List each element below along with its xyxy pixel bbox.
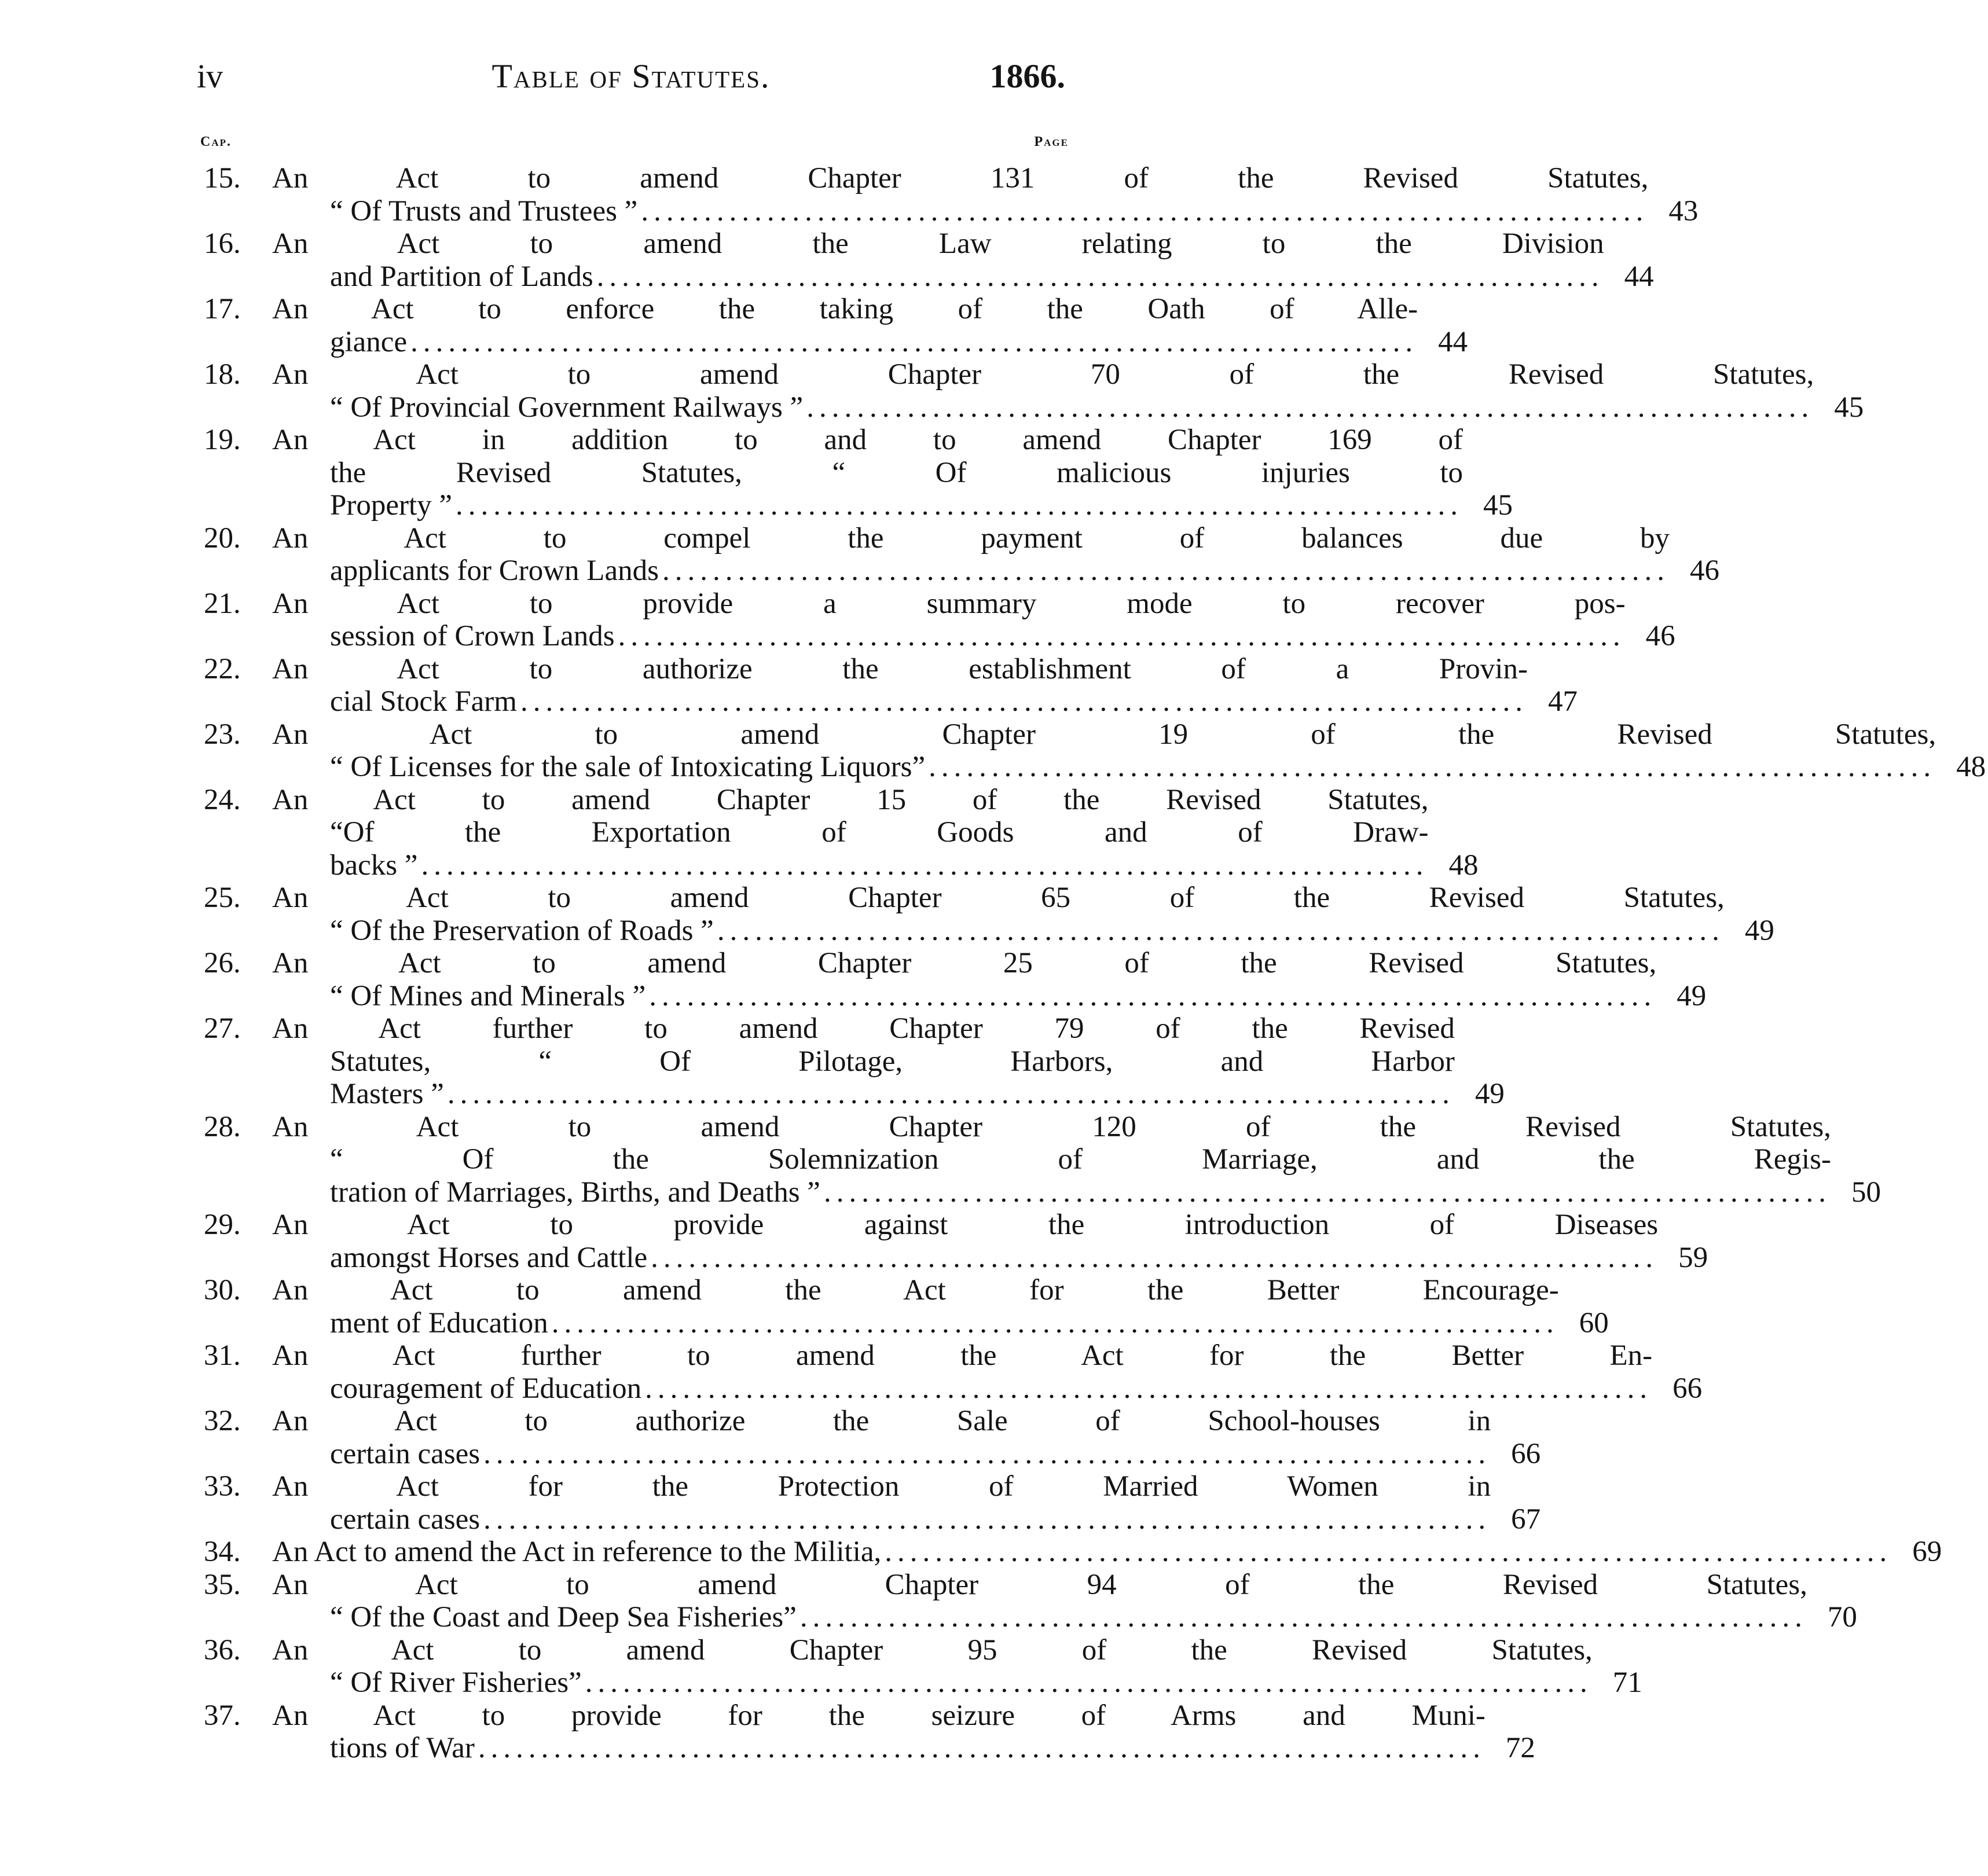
page-reference: 59 bbox=[1678, 1241, 1708, 1274]
dot-leader: ................................................................................ bbox=[651, 1241, 1659, 1274]
statute-title-line: An Act to amend Chapter 94 of the Revised Statutes, bbox=[272, 1568, 1807, 1601]
page-reference: 49 bbox=[1475, 1078, 1505, 1110]
statute-title bbox=[272, 1470, 1491, 1536]
statute-title-text: certain cases bbox=[330, 1437, 481, 1470]
chapter-number: 28. bbox=[204, 1110, 241, 1143]
page-reference: 46 bbox=[1645, 620, 1675, 652]
statute-entry bbox=[197, 783, 1479, 882]
statute-title bbox=[272, 1405, 1491, 1470]
dot-leader: ................................................................................ bbox=[823, 1176, 1831, 1209]
chapter-number: 24. bbox=[204, 783, 241, 816]
statute-title-line bbox=[272, 555, 1670, 588]
statute-title-line bbox=[272, 1176, 1831, 1209]
statute-entry bbox=[197, 1699, 1535, 1765]
statute-title bbox=[272, 588, 1626, 653]
statute-title bbox=[272, 882, 1725, 947]
statute-entry bbox=[197, 293, 1468, 358]
statute-entry bbox=[197, 424, 1513, 522]
statute-title-line: “Of the Exportation of Goods and of Draw- bbox=[330, 816, 1429, 849]
dot-leader: ................................................................................ bbox=[645, 1372, 1653, 1405]
chapter-number: 37. bbox=[204, 1699, 241, 1732]
chapter-number: 18. bbox=[204, 358, 241, 391]
dot-leader: ................................................................................ bbox=[421, 849, 1429, 882]
page-reference: 44 bbox=[1624, 260, 1654, 293]
column-headings bbox=[200, 134, 1069, 155]
statute-title-text: “ Of the Preservation of Roads ” bbox=[330, 914, 714, 947]
dot-leader: ................................................................................ bbox=[662, 555, 1670, 587]
statute-title-line: “ Of the Solemnization of Marriage, and the Regis- bbox=[330, 1143, 1831, 1176]
statute-entry bbox=[197, 358, 1864, 424]
page-reference: 47 bbox=[1547, 685, 1578, 718]
dot-leader: ................................................................................ bbox=[929, 751, 1936, 783]
chapter-number: 29. bbox=[204, 1209, 241, 1241]
statute-title bbox=[272, 718, 1936, 784]
page-reference: 70 bbox=[1827, 1601, 1857, 1633]
statute-title-line bbox=[272, 1503, 1491, 1536]
statute-entry bbox=[197, 227, 1654, 293]
statute-title-line bbox=[272, 620, 1626, 653]
statute-title-line bbox=[272, 915, 1725, 948]
statute-title-line: An Act to amend Chapter 65 of the Revised Statutes, bbox=[272, 882, 1725, 914]
statute-title-line bbox=[272, 1242, 1658, 1275]
statute-title-line: An Act to amend Chapter 19 of the Revised Statutes, bbox=[272, 718, 1936, 751]
statute-entry bbox=[197, 162, 1699, 227]
statute-title-line bbox=[272, 980, 1656, 1013]
page-reference: 66 bbox=[1511, 1437, 1541, 1470]
statute-title-line: An Act to amend Chapter 15 of the Revised Statutes, bbox=[272, 783, 1429, 816]
page-heading: Page bbox=[1034, 134, 1069, 149]
chapter-number: 30. bbox=[204, 1274, 241, 1306]
statute-title-text: “ Of Trusts and Trustees ” bbox=[330, 194, 638, 227]
statute-entry bbox=[197, 718, 1986, 784]
page-number: iv bbox=[197, 57, 223, 95]
statute-title bbox=[272, 1339, 1652, 1405]
page-reference: 50 bbox=[1851, 1176, 1881, 1209]
statute-title-text: tions of War bbox=[330, 1732, 475, 1764]
statute-title-line: Statutes, “ Of Pilotage, Harbors, and Harbor bbox=[330, 1045, 1455, 1078]
dot-leader: ................................................................................ bbox=[618, 620, 1626, 652]
statute-title-line bbox=[272, 1732, 1486, 1765]
statute-title bbox=[272, 1634, 1593, 1699]
dot-leader: ................................................................................ bbox=[410, 325, 1418, 358]
statute-title-line: An Act to authorize the Sale of School-houses in bbox=[272, 1405, 1491, 1437]
statute-title-line bbox=[272, 326, 1418, 359]
dot-leader: ................................................................................ bbox=[483, 1437, 1491, 1470]
dot-leader: ................................................................................ bbox=[717, 914, 1725, 947]
statute-entry bbox=[197, 947, 1707, 1012]
statute-title-line: An Act to provide a summary mode to recover pos- bbox=[272, 587, 1626, 620]
statute-title-text: “ Of Licenses for the sale of Intoxicating Liquors” bbox=[330, 751, 926, 783]
statute-title bbox=[272, 653, 1528, 718]
statute-title-line bbox=[272, 1078, 1455, 1111]
statute-entry bbox=[197, 587, 1675, 653]
chapter-number: 27. bbox=[204, 1012, 241, 1045]
statute-title-line bbox=[272, 685, 1528, 718]
page-reference: 49 bbox=[1677, 979, 1707, 1012]
statute-title-line: An Act further to amend Chapter 79 of the Revised bbox=[272, 1012, 1455, 1045]
statute-title-line bbox=[272, 1438, 1491, 1471]
dot-leader: ................................................................................ bbox=[478, 1732, 1486, 1764]
page-reference: 44 bbox=[1438, 325, 1468, 358]
statute-title-line bbox=[272, 751, 1936, 784]
chapter-number: 33. bbox=[204, 1470, 241, 1503]
statute-title-text: “ Of Mines and Minerals ” bbox=[330, 979, 646, 1012]
chapter-number: 15. bbox=[204, 162, 241, 194]
page-reference: 45 bbox=[1483, 489, 1513, 522]
page-reference: 48 bbox=[1448, 849, 1479, 882]
statute-title-line: An Act to amend Chapter 131 of the Revised Statutes, bbox=[272, 162, 1649, 194]
chapter-number: 23. bbox=[204, 718, 241, 751]
statute-title-line: An Act to authorize the establishment of a Provin- bbox=[272, 652, 1528, 685]
statute-title-line bbox=[272, 1601, 1807, 1634]
statute-title bbox=[272, 522, 1670, 588]
statute-entry bbox=[197, 1209, 1708, 1274]
chapter-number: 21. bbox=[204, 587, 241, 620]
statute-entry bbox=[197, 1470, 1541, 1536]
statute-entry bbox=[197, 1633, 1642, 1699]
statute-title bbox=[272, 358, 1814, 424]
dot-leader: ................................................................................ bbox=[456, 489, 1464, 522]
statute-entry bbox=[197, 522, 1719, 588]
statute-title-line: An Act to provide for the seizure of Arms and Muni- bbox=[272, 1699, 1486, 1732]
statute-title-line bbox=[272, 489, 1463, 522]
statute-title-line bbox=[272, 391, 1814, 424]
statute-entry bbox=[197, 1405, 1541, 1470]
chapter-number: 16. bbox=[204, 227, 241, 260]
page-reference: 49 bbox=[1744, 914, 1774, 947]
statute-title-line bbox=[272, 195, 1648, 228]
chapter-number: 36. bbox=[204, 1633, 241, 1666]
statute-title-text: amongst Horses and Cattle bbox=[330, 1241, 648, 1274]
statute-title-line: An Act in addition to and to amend Chapter 169 of bbox=[272, 424, 1464, 456]
statute-title-line bbox=[272, 1536, 1892, 1569]
statute-title-line: An Act to amend Chapter 95 of the Revised Statutes, bbox=[272, 1633, 1593, 1666]
page-reference: 66 bbox=[1672, 1372, 1703, 1405]
statute-entry bbox=[197, 1274, 1609, 1339]
statute-title-line: An Act to amend Chapter 120 of the Revised Statutes, bbox=[272, 1110, 1831, 1143]
chapter-number: 26. bbox=[204, 947, 241, 979]
statute-title-line bbox=[272, 849, 1429, 882]
statute-title-line: the Revised Statutes, “ Of malicious injuries to bbox=[330, 456, 1464, 489]
statute-entry bbox=[197, 652, 1578, 718]
statute-title bbox=[272, 1569, 1807, 1634]
statute-title bbox=[272, 227, 1604, 293]
dot-leader: ................................................................................ bbox=[799, 1601, 1807, 1633]
statute-title bbox=[272, 947, 1656, 1012]
statute-title bbox=[272, 1274, 1559, 1339]
statute-title-line: An Act further to amend the Act for the Better En- bbox=[272, 1339, 1653, 1372]
statute-entry bbox=[197, 1339, 1703, 1405]
statute-title-text: tration of Marriages, Births, and Deaths ” bbox=[330, 1176, 820, 1209]
dot-leader: ................................................................................ bbox=[585, 1666, 1593, 1699]
cap-heading: Cap. bbox=[200, 134, 232, 149]
statute-title-text: “ Of River Fisheries” bbox=[330, 1666, 582, 1699]
chapter-number: 22. bbox=[204, 652, 241, 685]
statute-list bbox=[197, 162, 1986, 1765]
statute-title-text: Masters ” bbox=[330, 1078, 444, 1110]
page-title: Table of Statutes. bbox=[492, 57, 771, 95]
chapter-number: 34. bbox=[204, 1536, 241, 1568]
statute-title-text: couragement of Education bbox=[330, 1372, 642, 1405]
chapter-number: 25. bbox=[204, 882, 241, 914]
statute-title-text: backs ” bbox=[330, 849, 418, 882]
chapter-number: 32. bbox=[204, 1405, 241, 1437]
dot-leader: ................................................................................ bbox=[483, 1503, 1491, 1536]
statute-title-line: An Act for the Protection of Married Women in bbox=[272, 1470, 1491, 1503]
statute-title-text: “ Of the Coast and Deep Sea Fisheries” bbox=[330, 1601, 797, 1633]
statute-title bbox=[272, 1012, 1455, 1111]
running-head bbox=[197, 57, 1065, 103]
statute-entry bbox=[197, 1110, 1881, 1209]
statute-title bbox=[272, 1111, 1831, 1209]
statute-entry bbox=[197, 882, 1774, 947]
page-reference: 43 bbox=[1668, 194, 1699, 227]
chapter-number: 20. bbox=[204, 522, 241, 555]
page-reference: 45 bbox=[1834, 391, 1864, 424]
page-reference: 60 bbox=[1579, 1306, 1609, 1339]
year-label: 1866. bbox=[989, 57, 1065, 95]
statute-title bbox=[272, 293, 1418, 358]
statute-title bbox=[272, 1209, 1658, 1274]
page-reference: 46 bbox=[1689, 555, 1719, 587]
statute-title-line: An Act to amend the Law relating to the Division bbox=[272, 227, 1604, 260]
statute-title-line: An Act to amend the Act for the Better Encourage- bbox=[272, 1274, 1559, 1306]
page-reference: 72 bbox=[1505, 1732, 1535, 1764]
statute-title-text: applicants for Crown Lands bbox=[330, 555, 659, 587]
statute-title-line bbox=[272, 1666, 1593, 1699]
statute-title-text: cial Stock Farm bbox=[330, 685, 517, 718]
statute-title-line: An Act to compel the payment of balances due by bbox=[272, 522, 1670, 555]
page-reference: 67 bbox=[1511, 1503, 1541, 1536]
statute-title-line bbox=[272, 260, 1604, 293]
statute-entry bbox=[197, 1536, 1942, 1569]
statute-title-text: An Act to amend the Act in reference to the Militia, bbox=[272, 1536, 882, 1568]
dot-leader: ................................................................................ bbox=[520, 685, 1528, 718]
chapter-number: 35. bbox=[204, 1568, 241, 1601]
statute-title-line: An Act to provide against the introduction of Diseases bbox=[272, 1209, 1659, 1241]
chapter-number: 17. bbox=[204, 293, 241, 325]
dot-leader: ................................................................................ bbox=[641, 194, 1649, 227]
statute-title-text: and Partition of Lands bbox=[330, 260, 593, 293]
statute-title-text: giance bbox=[330, 325, 408, 358]
chapter-number: 31. bbox=[204, 1339, 241, 1372]
dot-leader: ................................................................................ bbox=[596, 260, 1604, 293]
statute-entry bbox=[197, 1568, 1857, 1634]
statute-title bbox=[272, 1536, 1892, 1569]
statute-title bbox=[272, 162, 1648, 227]
statute-title-line: An Act to enforce the taking of the Oath of Alle- bbox=[272, 293, 1418, 325]
statute-title-text: ment of Education bbox=[330, 1306, 548, 1339]
statute-title-text: session of Crown Lands bbox=[330, 620, 615, 652]
chapter-number: 19. bbox=[204, 424, 241, 456]
statute-title-line bbox=[272, 1372, 1652, 1405]
statute-title-text: “ Of Provincial Government Railways ” bbox=[330, 391, 804, 424]
statute-title-line: An Act to amend Chapter 25 of the Revised Statutes, bbox=[272, 947, 1657, 979]
dot-leader: ................................................................................ bbox=[885, 1536, 1892, 1568]
page-reference: 48 bbox=[1956, 751, 1986, 783]
dot-leader: ................................................................................ bbox=[649, 979, 1657, 1012]
dot-leader: ................................................................................ bbox=[447, 1078, 1455, 1110]
statute-title-text: certain cases bbox=[330, 1503, 481, 1536]
statute-title-line bbox=[272, 1307, 1559, 1340]
dot-leader: ................................................................................ bbox=[551, 1306, 1559, 1339]
statute-title-text: Property ” bbox=[330, 489, 453, 522]
statute-title-line: An Act to amend Chapter 70 of the Revised Statutes, bbox=[272, 358, 1814, 391]
statute-entry bbox=[197, 1012, 1505, 1111]
statute-title bbox=[272, 424, 1463, 522]
page-reference: 69 bbox=[1912, 1536, 1942, 1568]
statute-title bbox=[272, 784, 1429, 882]
dot-leader: ................................................................................ bbox=[806, 391, 1814, 424]
page-reference: 71 bbox=[1612, 1666, 1642, 1699]
statute-title bbox=[272, 1699, 1486, 1765]
